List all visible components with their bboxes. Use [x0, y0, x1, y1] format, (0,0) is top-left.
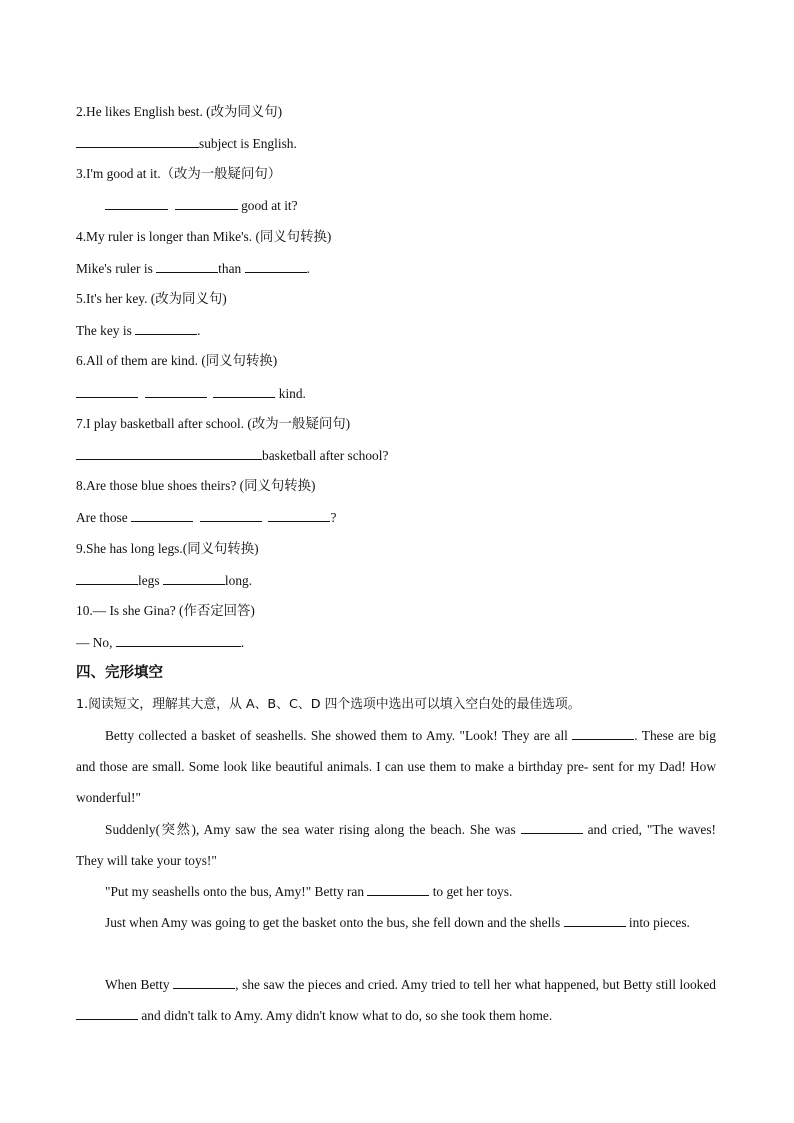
question-3 [76, 165, 281, 183]
passage-text: and cried, "The waves! They will take your toys!" [76, 822, 716, 868]
answer-blank[interactable] [131, 508, 193, 522]
answer-9-end: long. [224, 573, 253, 588]
answer-6-end: kind. [275, 386, 306, 401]
answer-blank[interactable] [245, 259, 307, 273]
passage-text: When Betty [105, 977, 174, 992]
answer-6 [76, 384, 306, 403]
answer-blank[interactable] [213, 384, 275, 398]
answer-8 [76, 508, 336, 527]
question-9-prompt: 9.She has long legs.(同义句转换) [76, 541, 259, 556]
section-heading: 四、完形填空 [76, 665, 163, 681]
passage-paragraph [76, 907, 716, 938]
answer-4-text-a: Mike's ruler is [76, 261, 157, 276]
question-2 [76, 103, 282, 121]
passage-paragraph [76, 814, 716, 876]
passage-text: Just when Amy was going to get the basket onto the bus, she fell down and the shells [105, 915, 564, 930]
answer-blank[interactable] [268, 508, 330, 522]
answer-5-text: The key is [76, 323, 136, 338]
answer-3-text: good at it? [241, 198, 298, 213]
answer-blank[interactable] [76, 384, 138, 398]
answer-8-text: Are those [76, 510, 132, 525]
answer-blank[interactable] [156, 259, 218, 273]
answer-blank[interactable] [76, 134, 199, 148]
passage-paragraph [76, 720, 716, 813]
question-5 [76, 290, 227, 308]
question-2-prompt: 2.He likes English best. (改为同义句) [76, 104, 283, 119]
passage-text: "Put my seashells onto the bus, Amy!" Betty ran [105, 884, 368, 899]
cloze-blank-2[interactable] [521, 820, 583, 834]
passage-text: into pieces. [625, 915, 690, 930]
answer-3 [105, 196, 298, 215]
answer-blank[interactable] [135, 321, 197, 335]
answer-10 [76, 633, 244, 652]
cloze-blank-1[interactable] [572, 726, 634, 740]
answer-2-text: subject is English. [199, 136, 297, 151]
passage-text: Betty collected a basket of seashells. She showed them to Amy. "Look! They are all [105, 728, 573, 743]
answer-blank[interactable] [76, 446, 262, 460]
answer-4-end: . [306, 261, 310, 276]
answer-7-text: basketball after school? [262, 448, 389, 463]
question-6-prompt: 6.All of them are kind. (同义句转换) [76, 353, 278, 368]
question-5-prompt: 5.It's her key. (改为同义句) [76, 291, 227, 306]
cloze-blank-5[interactable] [173, 975, 235, 989]
question-10 [76, 602, 255, 620]
answer-9-text: legs [138, 573, 163, 588]
answer-9 [76, 571, 252, 590]
answer-8-end: ? [330, 510, 337, 525]
answer-5-end: . [197, 323, 201, 338]
question-4 [76, 228, 331, 246]
section-instruction: 1.阅读短文，理解其大意，从 A、B、C、D 四个选项中选出可以填入空白处的最佳选项。 [76, 697, 581, 712]
passage-text: Suddenly(突然), Amy saw the sea water rising along the beach. She was [105, 822, 521, 837]
question-8-prompt: 8.Are those blue shoes theirs? (同义句转换) [76, 478, 316, 493]
answer-blank[interactable] [163, 571, 225, 585]
passage-text: . These are big and those are small. Some look like beautiful animals. I can use them to make a birthday pre- sent for my Dad! How wonderful!" [76, 728, 716, 805]
passage-paragraph [76, 876, 716, 907]
answer-10-end: . [240, 635, 245, 650]
question-8 [76, 477, 316, 495]
question-7 [76, 415, 350, 433]
question-3-prompt: 3.I'm good at it.（改为一般疑问句） [76, 166, 282, 181]
passage-text: , she saw the pieces and cried. Amy tried to tell her what happened, but Betty still looked [235, 977, 717, 992]
question-4-prompt: 4.My ruler is longer than Mike's. (同义句转换) [76, 229, 332, 244]
answer-10-text: — No, [76, 635, 116, 650]
answer-4 [76, 259, 310, 278]
passage-text: and didn't talk to Amy. Amy didn't know what to do, so she took them home. [138, 1008, 553, 1023]
cloze-blank-3[interactable] [367, 882, 429, 896]
answer-7 [76, 446, 388, 465]
answer-4-text-b: than [218, 261, 245, 276]
question-7-prompt: 7.I play basketball after school. (改为一般疑问句) [76, 416, 351, 431]
answer-2 [76, 134, 297, 153]
answer-blank[interactable] [175, 196, 238, 210]
cloze-blank-4[interactable] [564, 913, 626, 927]
question-6 [76, 352, 277, 370]
question-10-prompt: 10.— Is she Gina? (作否定回答) [76, 603, 255, 618]
answer-blank[interactable] [105, 196, 168, 210]
answer-blank[interactable] [116, 633, 241, 647]
answer-blank[interactable] [145, 384, 207, 398]
answer-blank[interactable] [76, 571, 138, 585]
answer-blank[interactable] [200, 508, 262, 522]
passage-text: to get her toys. [429, 884, 513, 899]
cloze-blank-6[interactable] [76, 1006, 138, 1020]
answer-5 [76, 321, 201, 340]
passage-paragraph [76, 969, 716, 1031]
question-9 [76, 540, 259, 558]
